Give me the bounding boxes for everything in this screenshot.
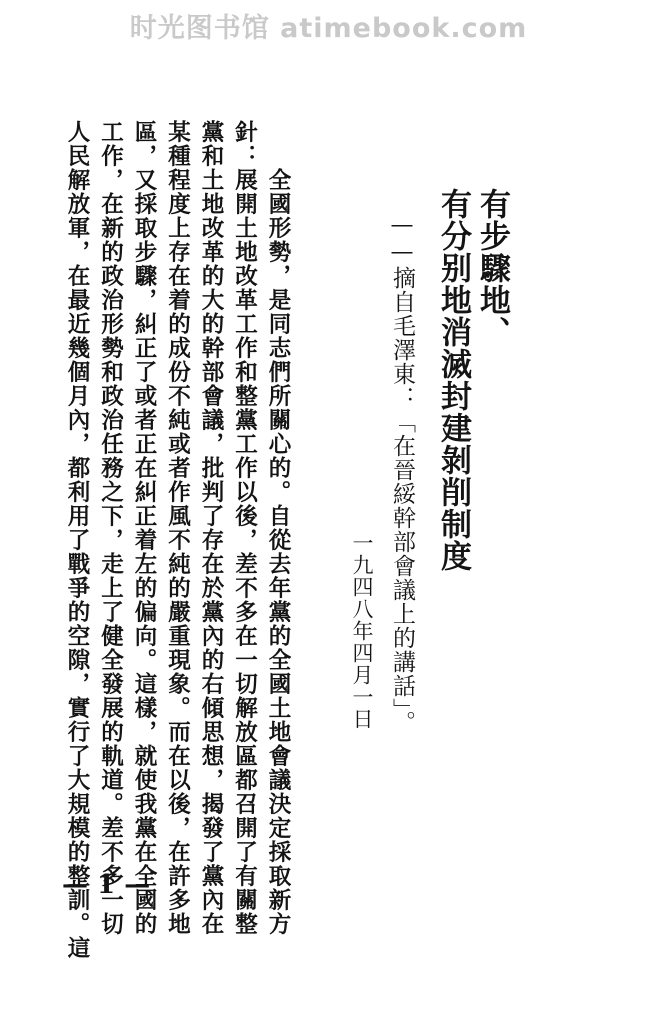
article-source: ——摘自毛澤東：「在晉綏幹部會議上的講話」。 [389,212,415,735]
article-title-line-2: 有分别地消滅封建剝削制度 [435,188,471,572]
body-column: 工作，在新的政治形勢和政治任務之下，走上了健全發展的軌道。差不多一切 [97,120,124,936]
watermark-text: 时光图书馆 atimebook.com [129,13,528,44]
page-number: — 1 — [62,870,151,900]
article-date: 一九四八年四月一日 [350,532,374,730]
body-column: 區，又採取步驟，糾正了或者正在糾正着左的偏向。這樣，就使我黨在全國的 [131,120,157,936]
article-title-line-1: 有步驟地、 [474,188,510,348]
body-column: 某種程度上存在着的成份不純或者作風不純的嚴重現象。而在以後，在許多地 [164,120,191,936]
body-column: 人民解放軍，在最近幾個月內，都利用了戰爭的空隙，實行了大規模的整訓。這 [64,120,90,960]
page-text-block [55,120,510,960]
body-column: 針：展開土地改革工作和整黨工作以後，差不多在一切解放區都召開了有關整 [231,120,258,936]
body-column: 黨和土地改革的大的幹部會議，批判了存在於黨內的右傾思想，揭發了黨內在 [198,120,224,936]
body-column: 全國形勢，是同志們所關心的。自從去年黨的全國土地會議決定採取新方 [265,168,291,936]
